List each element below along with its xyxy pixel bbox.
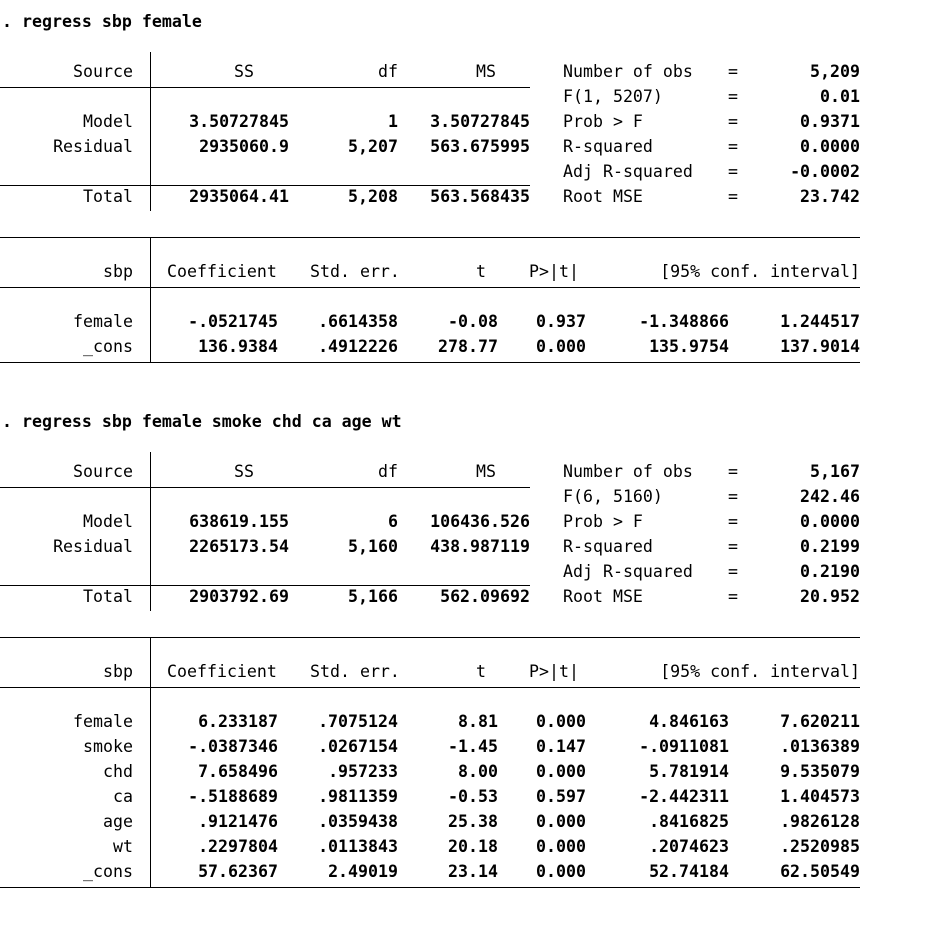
anova-row-df: 6 (388, 512, 398, 531)
coef-row-var: wt (113, 837, 133, 856)
anova-total-rule (0, 185, 530, 186)
coef-row-var: female (73, 712, 133, 731)
anova-row-ss: 3.50727845 (189, 112, 289, 131)
coef-row-var: age (103, 812, 133, 831)
coef-row-p: 0.937 (536, 312, 586, 331)
coef-row-t: 278.77 (438, 337, 498, 356)
anova-total-source: Total (83, 187, 133, 206)
anova-header-ss: SS (234, 62, 254, 81)
coef-row-coef: -.0521745 (188, 312, 278, 331)
anova-row-ms: 563.675995 (430, 137, 530, 156)
coef-row-ci-lower: 5.781914 (649, 762, 729, 781)
coef-row-var: chd (103, 762, 133, 781)
coef-row-coef: .2297804 (198, 837, 278, 856)
coef-row-ci-upper: 7.620211 (780, 712, 860, 731)
anova-row-ms: 438.987119 (430, 537, 530, 556)
anova-header-df: df (378, 462, 398, 481)
stat-value: 242.46 (800, 487, 860, 506)
coef-header-coef: Coefficient (167, 662, 277, 681)
coef-header-t: t (476, 662, 486, 681)
coef-header-rule (0, 287, 860, 288)
coef-header-ci: [95% conf. interval] (660, 262, 860, 281)
command-line: . regress sbp female (2, 12, 202, 31)
coef-top-rule (0, 637, 860, 638)
coef-row-ci-upper: 9.535079 (780, 762, 860, 781)
stat-equals: = (728, 87, 738, 106)
stat-equals: = (728, 187, 738, 206)
coef-header-rule (0, 687, 860, 688)
anova-row-df: 5,207 (348, 137, 398, 156)
stat-equals: = (728, 62, 738, 81)
anova-row-source: Model (83, 112, 133, 131)
coef-header-var: sbp (103, 262, 133, 281)
coef-row-p: 0.000 (536, 337, 586, 356)
coef-row-t: 8.81 (458, 712, 498, 731)
coef-row-p: 0.597 (536, 787, 586, 806)
coef-header-p: P>|t| (529, 262, 579, 281)
coef-row-se: .0359438 (318, 812, 398, 831)
stat-value: 0.0000 (800, 137, 860, 156)
coef-row-p: 0.000 (536, 762, 586, 781)
coef-header-t: t (476, 262, 486, 281)
anova-header-source: Source (73, 62, 133, 81)
anova-row-ms: 3.50727845 (430, 112, 530, 131)
stat-label: R-squared (563, 537, 653, 556)
stat-value: 0.2199 (800, 537, 860, 556)
stat-value: 5,209 (810, 62, 860, 81)
anova-header-source: Source (73, 462, 133, 481)
anova-row-source: Residual (53, 137, 133, 156)
coef-row-coef: .9121476 (198, 812, 278, 831)
anova-row-source: Residual (53, 537, 133, 556)
stat-equals: = (728, 137, 738, 156)
coef-row-ci-upper: .9826128 (780, 812, 860, 831)
coef-row-t: 8.00 (458, 762, 498, 781)
coef-row-t: -0.08 (448, 312, 498, 331)
coef-row-p: 0.147 (536, 737, 586, 756)
anova-total-ss: 2903792.69 (189, 587, 289, 606)
anova-row-df: 5,160 (348, 537, 398, 556)
coef-row-se: .7075124 (318, 712, 398, 731)
coef-row-t: 20.18 (448, 837, 498, 856)
coef-top-rule (0, 237, 860, 238)
coef-row-var: _cons (83, 862, 133, 881)
coef-row-ci-upper: 1.244517 (780, 312, 860, 331)
anova-total-ms: 563.568435 (430, 187, 530, 206)
coef-row-ci-lower: -.0911081 (639, 737, 729, 756)
stat-label: Prob > F (563, 512, 643, 531)
anova-row-df: 1 (388, 112, 398, 131)
coef-row-ci-lower: .2074623 (649, 837, 729, 856)
coef-row-se: .0267154 (318, 737, 398, 756)
stat-value: 23.742 (800, 187, 860, 206)
coef-row-ci-lower: 52.74184 (649, 862, 729, 881)
stat-value: 0.01 (820, 87, 860, 106)
stat-label: Adj R-squared (563, 562, 693, 581)
stat-value: 5,167 (810, 462, 860, 481)
coef-bottom-rule (0, 887, 860, 888)
anova-total-rule (0, 585, 530, 586)
stat-label: Number of obs (563, 462, 693, 481)
stat-label: Prob > F (563, 112, 643, 131)
stat-equals: = (728, 462, 738, 481)
coef-row-coef: -.5188689 (188, 787, 278, 806)
anova-row-ss: 638619.155 (189, 512, 289, 531)
coef-row-coef: 6.233187 (198, 712, 278, 731)
coef-row-p: 0.000 (536, 862, 586, 881)
coef-header-coef: Coefficient (167, 262, 277, 281)
coef-row-t: -1.45 (448, 737, 498, 756)
stat-value: 0.2190 (800, 562, 860, 581)
stat-value: -0.0002 (790, 162, 860, 181)
coef-row-se: .9811359 (318, 787, 398, 806)
coef-row-se: .4912226 (318, 337, 398, 356)
coef-row-var: _cons (83, 337, 133, 356)
coef-row-p: 0.000 (536, 837, 586, 856)
coef-header-var: sbp (103, 662, 133, 681)
coef-row-ci-upper: 137.9014 (780, 337, 860, 356)
coef-row-ci-lower: -2.442311 (639, 787, 729, 806)
stat-label: F(1, 5207) (563, 87, 663, 106)
stat-label: R-squared (563, 137, 653, 156)
stat-equals: = (728, 512, 738, 531)
anova-total-ms: 562.09692 (440, 587, 530, 606)
coef-row-se: .957233 (328, 762, 398, 781)
coef-row-p: 0.000 (536, 712, 586, 731)
anova-total-df: 5,208 (348, 187, 398, 206)
stat-label: F(6, 5160) (563, 487, 663, 506)
anova-row-ms: 106436.526 (430, 512, 530, 531)
stat-value: 0.0000 (800, 512, 860, 531)
coef-row-coef: -.0387346 (188, 737, 278, 756)
anova-header-ms: MS (476, 62, 496, 81)
anova-header-ss: SS (234, 462, 254, 481)
stat-equals: = (728, 112, 738, 131)
coef-row-ci-upper: .0136389 (780, 737, 860, 756)
anova-row-ss: 2265173.54 (189, 537, 289, 556)
coef-row-ci-lower: -1.348866 (639, 312, 729, 331)
coef-header-se: Std. err. (310, 262, 400, 281)
stat-equals: = (728, 537, 738, 556)
anova-row-source: Model (83, 512, 133, 531)
coef-row-t: -0.53 (448, 787, 498, 806)
stat-label: Root MSE (563, 587, 643, 606)
coef-row-var: smoke (83, 737, 133, 756)
coef-row-ci-lower: .8416825 (649, 812, 729, 831)
stat-label: Adj R-squared (563, 162, 693, 181)
coef-row-se: .6614358 (318, 312, 398, 331)
coef-row-ci-upper: .2520985 (780, 837, 860, 856)
stat-equals: = (728, 487, 738, 506)
coef-row-t: 25.38 (448, 812, 498, 831)
coef-row-se: .0113843 (318, 837, 398, 856)
coef-row-t: 23.14 (448, 862, 498, 881)
coef-row-p: 0.000 (536, 812, 586, 831)
anova-total-ss: 2935064.41 (189, 187, 289, 206)
coef-row-se: 2.49019 (328, 862, 398, 881)
command-line: . regress sbp female smoke chd ca age wt (2, 412, 402, 431)
coef-row-ci-upper: 1.404573 (780, 787, 860, 806)
stat-label: Number of obs (563, 62, 693, 81)
coef-row-var: female (73, 312, 133, 331)
anova-header-ms: MS (476, 462, 496, 481)
stat-equals: = (728, 587, 738, 606)
coef-row-ci-upper: 62.50549 (780, 862, 860, 881)
coef-header-se: Std. err. (310, 662, 400, 681)
stat-label: Root MSE (563, 187, 643, 206)
anova-row-ss: 2935060.9 (199, 137, 289, 156)
coef-row-var: ca (113, 787, 133, 806)
coef-row-coef: 136.9384 (198, 337, 278, 356)
stat-equals: = (728, 562, 738, 581)
stat-value: 0.9371 (800, 112, 860, 131)
coef-row-ci-lower: 4.846163 (649, 712, 729, 731)
coef-header-p: P>|t| (529, 662, 579, 681)
stat-equals: = (728, 162, 738, 181)
anova-header-df: df (378, 62, 398, 81)
coef-row-coef: 57.62367 (198, 862, 278, 881)
anova-total-source: Total (83, 587, 133, 606)
coef-row-ci-lower: 135.9754 (649, 337, 729, 356)
stat-value: 20.952 (800, 587, 860, 606)
coef-row-coef: 7.658496 (198, 762, 278, 781)
coef-header-ci: [95% conf. interval] (660, 662, 860, 681)
anova-total-df: 5,166 (348, 587, 398, 606)
coef-bottom-rule (0, 362, 860, 363)
